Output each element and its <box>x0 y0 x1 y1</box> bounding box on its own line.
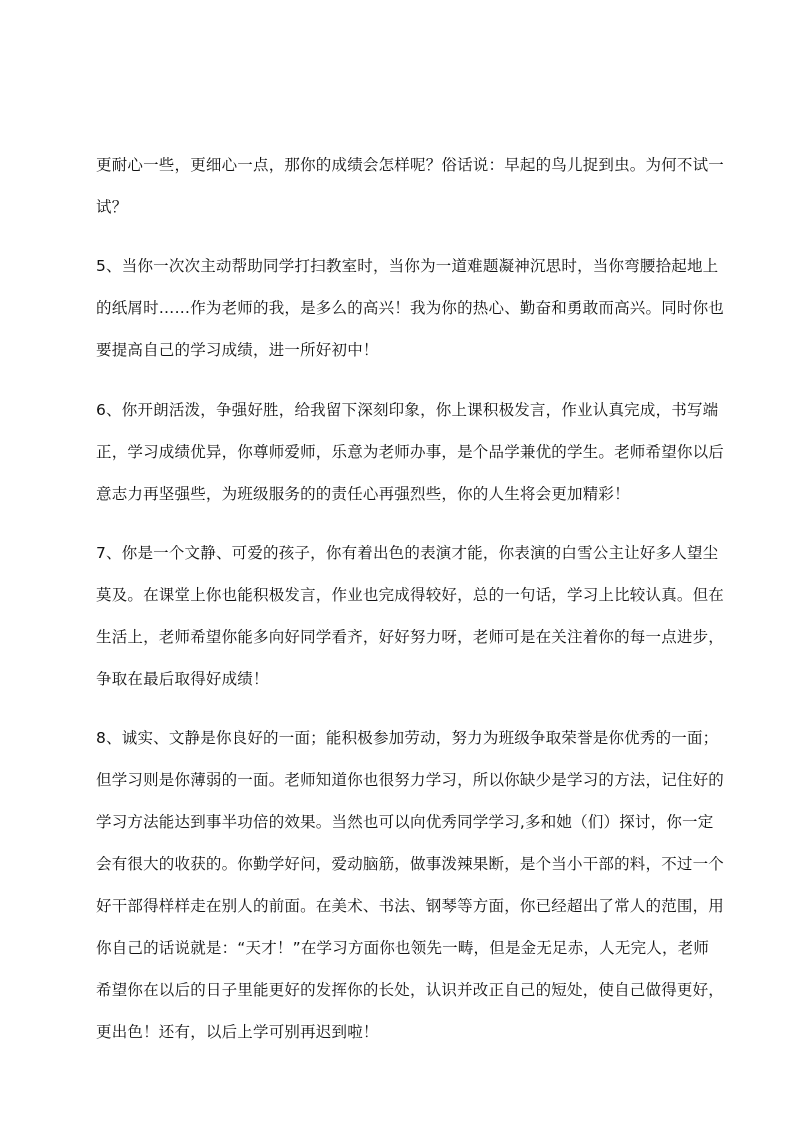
paragraph-6-line: 正，学习成绩优异，你尊师爱师，乐意为老师办事，是个品学兼优的学生。老师希望你以后 <box>96 443 725 461</box>
paragraph-8-line: 更出色！还有，以后上学可别再迟到啦！ <box>96 1023 379 1041</box>
paragraph-8-line: 8、诚实、文静是你良好的一面；能积极参加劳动，努力为班级争取荣誉是你优秀的一面； <box>96 729 719 747</box>
text-line: 试？ <box>96 198 128 216</box>
paragraph-8-line: 学习方法能达到事半功倍的效果。当然也可以向优秀同学学习,多和她（们）探讨，你一定 <box>96 813 714 831</box>
paragraph-8-line: 你自己的话说就是：“天才！”在学习方面你也领先一畴，但是金无足赤，人无完人，老师 <box>96 939 710 957</box>
paragraph-6-line: 意志力再坚强些，为班级服务的的责任心再强烈些，你的人生将会更加精彩！ <box>96 485 630 503</box>
paragraph-7-line: 争取在最后取得好成绩！ <box>96 670 269 688</box>
paragraph-8-line: 好干部得样样走在别人的前面。在美术、书法、钢琴等方面，你已经超出了常人的范围，用 <box>96 897 725 915</box>
paragraph-7-line: 生活上，老师希望你能多向好同学看齐，好好努力呀，老师可是在关注着你的每一点进步， <box>96 628 725 646</box>
paragraph-7-line: 7、你是一个文静、可爱的孩子，你有着出色的表演才能，你表演的白雪公主让好多人望尘 <box>96 544 719 562</box>
text-line: 更耐心一些，更细心一点，那你的成绩会怎样呢？俗话说：早起的鸟儿捉到虫。为何不试一 <box>96 156 725 174</box>
paragraph-8-line: 会有很大的收获的。你勤学好问，爱动脑筋，做事泼辣果断，是个当小干部的料，不过一个 <box>96 855 725 873</box>
paragraph-5-line: 要提高自己的学习成绩，进一所好初中！ <box>96 341 379 359</box>
paragraph-5-line: 的纸屑时……作为老师的我，是多么的高兴！我为你的热心、勤奋和勇敢而高兴。同时你也 <box>96 299 725 317</box>
paragraph-8-line: 希望你在以后的日子里能更好的发挥你的长处，认识并改正自己的短处，使自己做得更好， <box>96 981 725 999</box>
paragraph-5-line: 5、当你一次次主动帮助同学打扫教室时，当你为一道难题凝神沉思时，当你弯腰拾起地上 <box>96 257 719 275</box>
paragraph-6-line: 6、你开朗活泼，争强好胜，给我留下深刻印象，你上课积极发言，作业认真完成，书写端 <box>96 401 719 419</box>
paragraph-7-line: 莫及。在课堂上你也能积极发言，作业也完成得较好，总的一句话，学习上比较认真。但在 <box>96 586 725 604</box>
paragraph-8-line: 但学习则是你薄弱的一面。老师知道你也很努力学习，所以你缺少是学习的方法，记住好的 <box>96 771 725 789</box>
